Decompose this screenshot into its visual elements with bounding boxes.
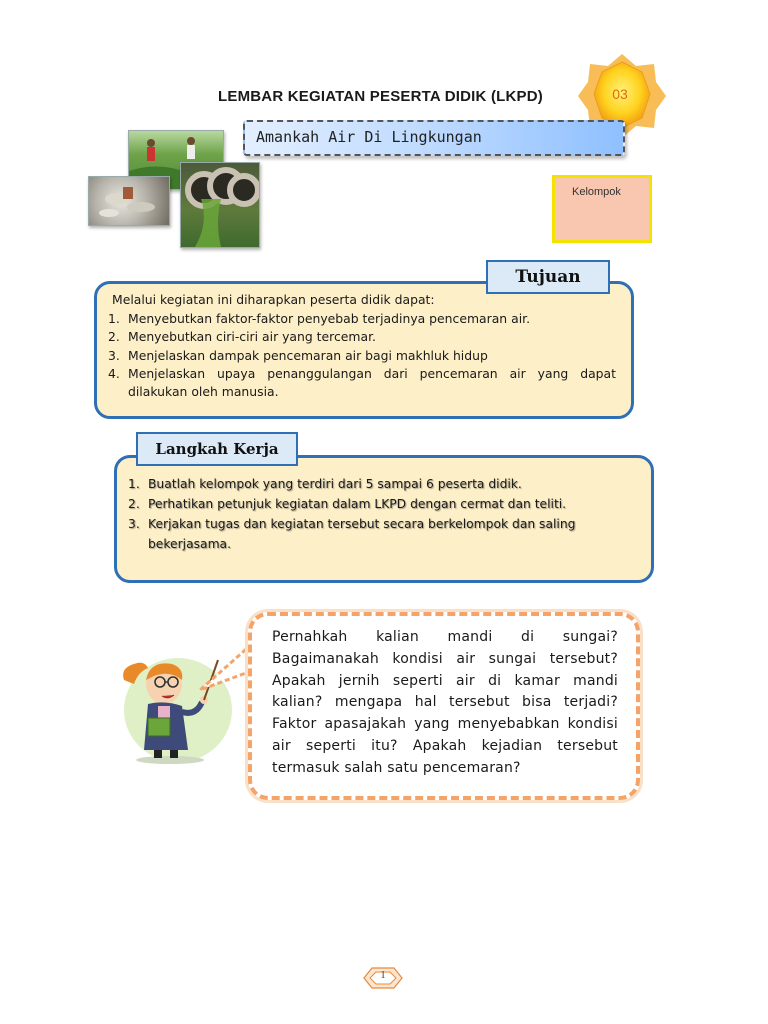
langkah-heading: Langkah Kerja bbox=[155, 440, 279, 458]
list-text: Kerjakan tugas dan kegiatan tersebut secara berkelompok dan saling bekerjasama. bbox=[148, 517, 576, 551]
list-number: 2. bbox=[128, 497, 140, 511]
list-number: 3. bbox=[128, 517, 140, 531]
list-item bbox=[108, 310, 616, 328]
tujuan-heading: Tujuan bbox=[515, 267, 581, 287]
list-item bbox=[108, 365, 616, 402]
list-number: 3. bbox=[108, 347, 120, 363]
langkah-list bbox=[128, 474, 608, 554]
group-label: Kelompok bbox=[572, 186, 621, 198]
list-text: Menyebutkan faktor-faktor penyebab terjadinya pencemaran air. bbox=[128, 311, 531, 326]
tujuan-heading-tab bbox=[486, 260, 610, 294]
list-text: Buatlah kelompok yang terdiri dari 5 sampai 6 peserta didik. bbox=[148, 477, 522, 491]
topic-title: Amankah Air Di Lingkungan bbox=[256, 128, 482, 146]
langkah-heading-tab bbox=[136, 432, 298, 466]
tujuan-intro: Melalui kegiatan ini diharapkan peserta didik dapat: bbox=[112, 292, 435, 307]
list-text: Menjelaskan upaya penanggulangan dari pencemaran air yang dapat dilakukan oleh manusia. bbox=[128, 365, 616, 400]
list-text: Menyebutkan ciri-ciri air yang tercemar. bbox=[128, 329, 376, 345]
list-item bbox=[108, 347, 616, 365]
speech-bubble-text: Pernahkah kalian mandi di sungai? Bagaimanakah kondisi air sungai tersebut? Apakah jernih seperti air di kamar mandi kalian? mengapa hal tersebut bisa terjadi? Faktor apasajakah yang menyebabkan kondisi air seperti itu? Apakah kejadian tersebut termasuk salah satu pencemaran? bbox=[272, 629, 618, 776]
list-number: 1. bbox=[108, 311, 120, 326]
list-number: 2. bbox=[108, 329, 120, 345]
list-number: 1. bbox=[128, 477, 140, 491]
tujuan-list bbox=[108, 310, 616, 401]
page-number: 1 bbox=[380, 970, 386, 981]
photo-sewage-pipe bbox=[180, 162, 260, 248]
list-item bbox=[128, 514, 608, 554]
list-item bbox=[108, 328, 616, 346]
list-text: Perhatikan petunjuk kegiatan dalam LKPD dengan cermat dan teliti. bbox=[148, 497, 567, 511]
photo-dead-fish bbox=[88, 176, 170, 226]
list-number: 4. bbox=[108, 365, 120, 381]
document-title: LEMBAR KEGIATAN PESERTA DIDIK (LKPD) bbox=[218, 88, 543, 105]
speech-bubble-tail bbox=[196, 640, 256, 698]
badge-number: 03 bbox=[612, 86, 628, 102]
list-text: Menjelaskan dampak pencemaran air bagi makhluk hidup bbox=[128, 347, 488, 363]
list-item bbox=[128, 474, 608, 494]
list-item bbox=[128, 494, 608, 514]
